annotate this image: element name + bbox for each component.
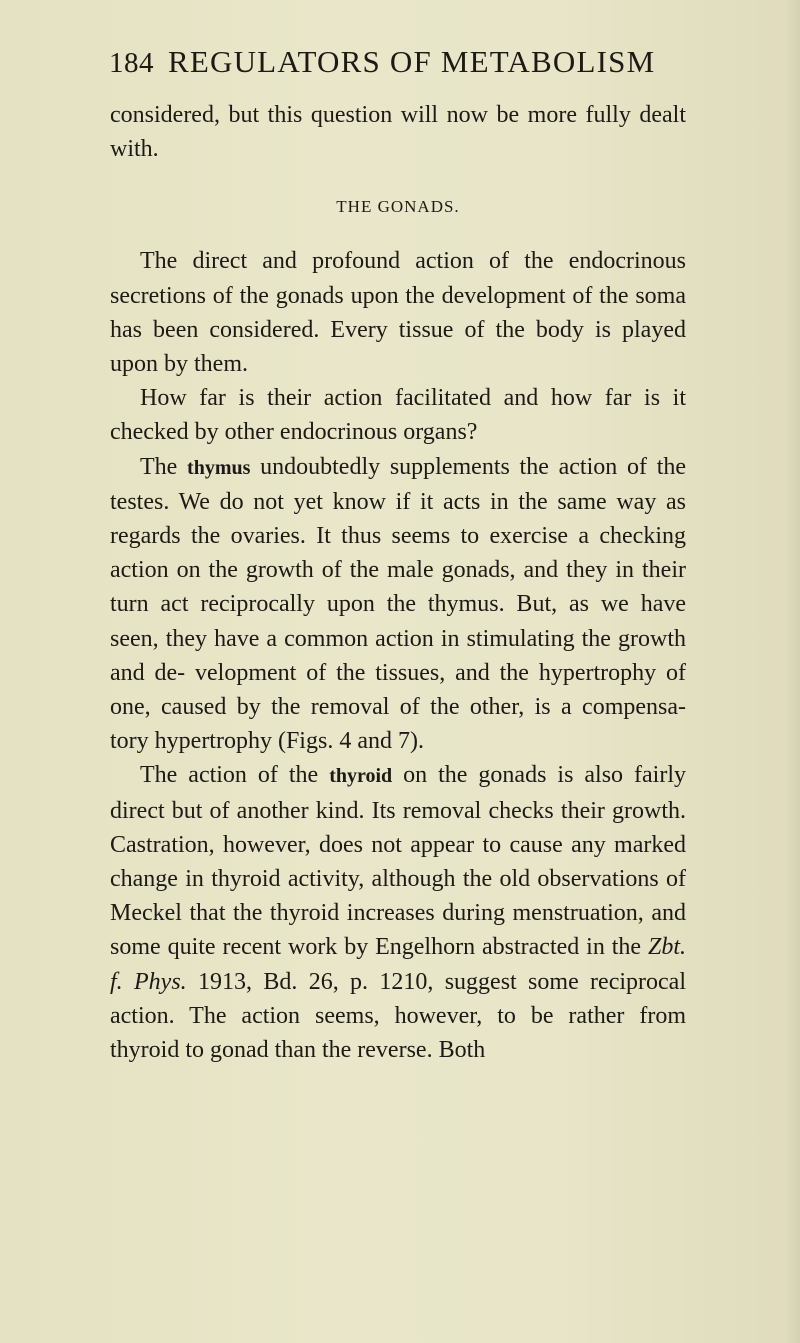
section-heading: THE GONADS.: [336, 197, 460, 217]
page-number: 184: [109, 47, 154, 79]
paragraph-gonads-intro: The direct and profound action of the endocrinous secretions of the gonads upon the development of the soma has been considered. Every tissue of the body is played upon by them.: [110, 248, 686, 378]
thymus-text-after: undoubtedly supplements the action of the testes. We do not yet know if it acts in the same way as regards the ovaries. It thus seems to exercise a checking action on the growth of the male gonads, and they in their turn act reciprocally upon the thymus. But, as we have seen, they have a common action in stimulating the growth and de- velopment of the tissues, and the hypertrophy of one, caused by the removal of the other, is a compensa- tory hypertrophy (Figs. 4 and 7).: [110, 453, 687, 755]
thyroid-term: thyroid: [329, 765, 393, 788]
running-header: [109, 44, 709, 92]
paragraph-thyroid: [110, 758, 686, 1067]
running-title: REGULATORS OF METABOLISM: [168, 44, 656, 79]
paragraph-thymus: [110, 450, 686, 759]
paragraph-continued: considered, but this question will now be more fully dealt with.: [110, 102, 686, 163]
page-edge-shadow: [786, 0, 800, 1343]
journal-citation: Zbt. f. Phys.: [110, 934, 686, 995]
thymus-term: thymus: [187, 456, 251, 479]
thyroid-text-after: 1913, Bd. 26, p. 1210, suggest some reciprocal action. The action seems, however, to be rather from thyroid to gonad than the reverse. Both: [110, 968, 686, 1064]
body-text: [110, 98, 686, 1067]
paragraph-question: How far is their action facilitated and how far is it checked by other endocrinous organs?: [110, 385, 686, 446]
thyroid-text-before: The action of the: [140, 762, 330, 789]
thymus-text-before: The: [140, 453, 188, 480]
thyroid-text-middle: on the gonads is also fairly direct but of another kind. Its removal checks their growth. Castration, however, does not appear to cause any marked change in thyroid activity, although the old observations of Meckel that the thyroid increases during menstruation, and some quite recent work by Engelhorn abstracted in the: [110, 762, 687, 961]
